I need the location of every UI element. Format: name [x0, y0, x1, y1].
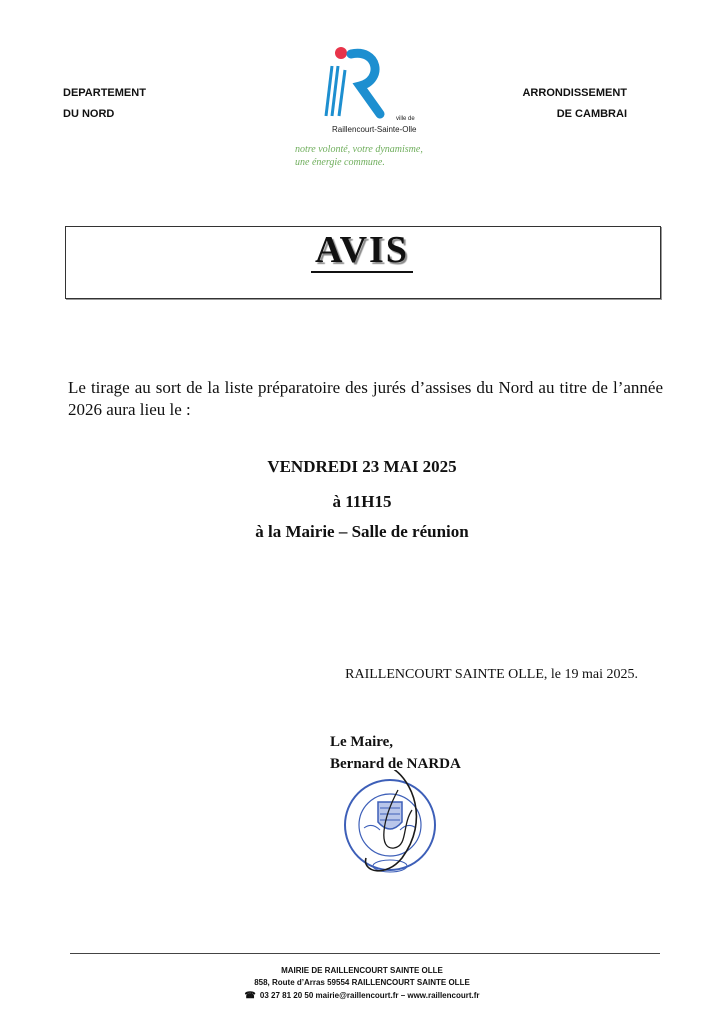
arrondissement-line2: DE CAMBRAI — [556, 108, 627, 120]
arrondissement-line1: ARRONDISSEMENT — [522, 87, 627, 99]
logo-ir-mark — [318, 44, 398, 124]
department-line2: DU NORD — [63, 108, 115, 120]
logo-town-name: Raillencourt-Sainte-Olle — [332, 125, 417, 134]
footer-contact-text: 03 27 81 20 50 mairie@raillencourt.fr – www.raillencourt.fr — [259, 991, 480, 1000]
official-stamp-icon — [342, 770, 442, 885]
page-title — [0, 228, 724, 272]
event-time: à 11H15 — [332, 492, 392, 511]
slogan-line1: notre volonté, votre dynamisme, — [295, 144, 423, 155]
logo-ville-de: ville de — [396, 116, 415, 122]
slogan-line2: une énergie commune. — [295, 157, 385, 168]
event-date: VENDREDI 23 MAI 2025 — [267, 457, 457, 476]
title-text: AVIS — [311, 229, 413, 273]
slogan — [295, 143, 475, 169]
footer-org: MAIRIE DE RAILLENCOURT SAINTE OLLE — [281, 966, 443, 975]
signature-block — [330, 731, 461, 775]
footer — [0, 965, 724, 1002]
footer-divider — [70, 953, 660, 954]
header-right — [480, 83, 627, 125]
event-place: à la Mairie – Salle de réunion — [255, 522, 469, 541]
footer-contact — [0, 989, 724, 1002]
dateline: RAILLENCOURT SAINTE OLLE, le 19 mai 2025. — [345, 667, 638, 682]
phone-icon: ☎ — [244, 990, 256, 1000]
department-line1: DEPARTEMENT — [63, 87, 146, 99]
signature-name: Bernard de NARDA — [330, 756, 461, 772]
notice-paragraph: Le tirage au sort de la liste préparatoire des jurés d’assises du Nord au titre de l’année 2026 aura lieu le : — [68, 378, 663, 419]
header-left — [63, 83, 203, 125]
signature-role: Le Maire, — [330, 734, 394, 750]
footer-address: 858, Route d’Arras 59554 RAILLENCOURT SAINTE OLLE — [254, 978, 470, 987]
